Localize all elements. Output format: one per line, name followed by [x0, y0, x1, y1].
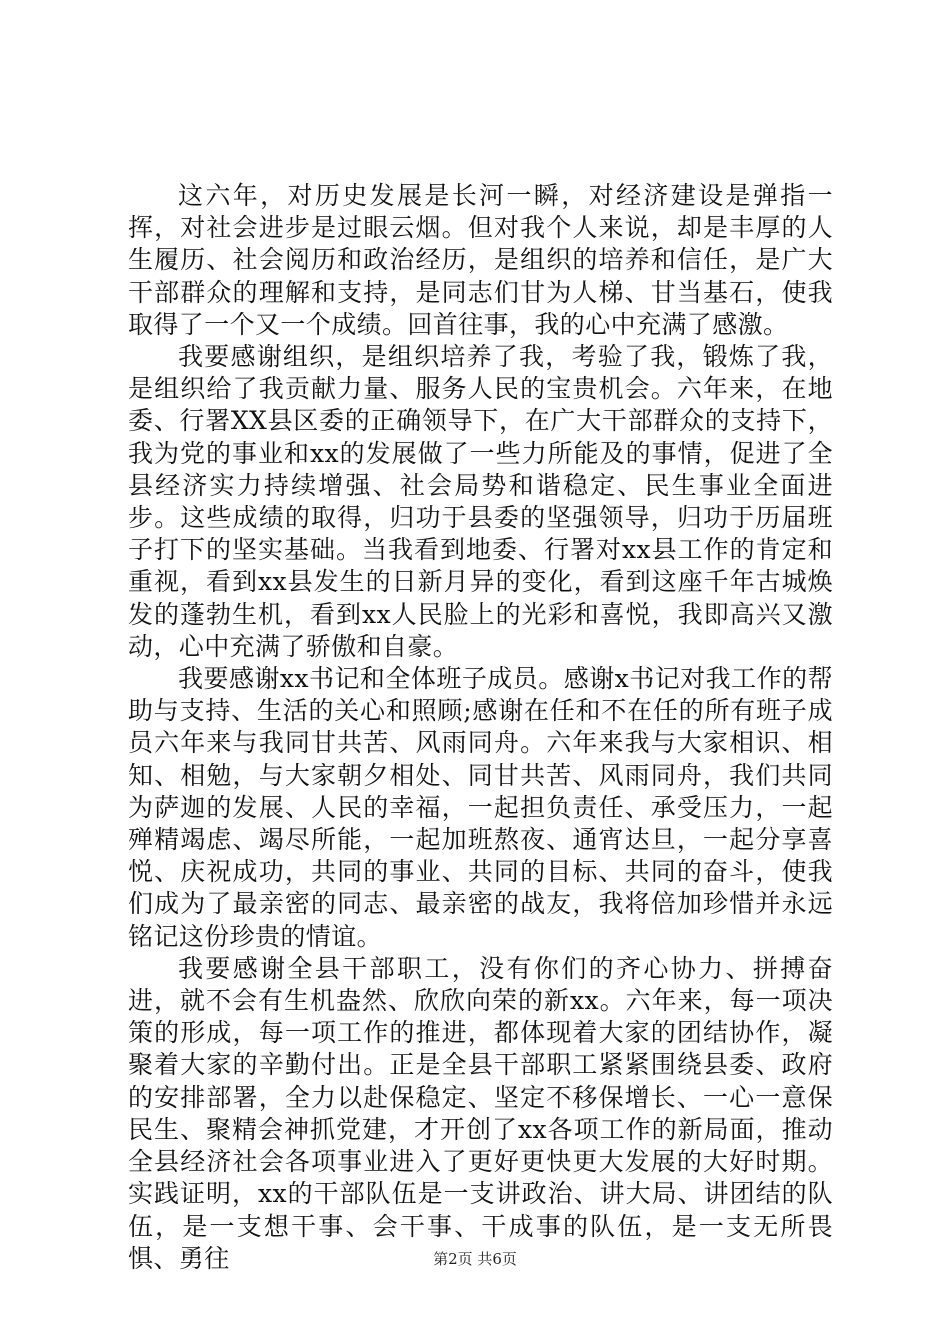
paragraph-4: 我要感谢全县干部职工，没有你们的齐心协力、拼搏奋进，就不会有生机盎然、欣欣向荣的新xx。六年来，每一项决策的形成，每一项工作的推进，都体现着大家的团结协作，凝聚着大家的辛勤付出。正是全县干部职工紧紧围绕县委、政府的安排部署，全力以赴保稳定、坚定不移保增长、一心一意保民生、聚精会神抓党建，才开创了xx各项工作的新局面，推动全县经济社会各项事业进入了更好更快更大发展的大好时期。实践证明，xx的干部队伍是一支讲政治、讲大局、讲团结的队伍，是一支想干事、会干事、干成事的队伍，是一支无所畏惧、勇往: [128, 953, 833, 1273]
paragraph-1: 这六年，对历史发展是长河一瞬，对经济建设是弹指一挥，对社会进步是过眼云烟。但对我个人来说，却是丰厚的人生履历、社会阅历和政治经历，是组织的培养和信任，是广大干部群众的理解和支持，是同志们甘为人梯、甘当基石，使我取得了一个又一个成绩。回首往事，我的心中充满了感激。: [128, 181, 833, 339]
paragraph-2: 我要感谢组织，是组织培养了我，考验了我，锻炼了我，是组织给了我贡献力量、服务人民的宝贵机会。六年来，在地委、行署XX县区委的正确领导下，在广大干部群众的支持下，我为党的事业和xx的发展做了一些力所能及的事情，促进了全县经济实力持续增强、社会局势和谐稳定、民生事业全面进步。这些成绩的取得，归功于县委的坚强领导，归功于历届班子打下的坚实基础。当我看到地委、行署对xx县工作的肯定和重视，看到xx县发生的日新月异的变化，看到这座千年古城焕发的蓬勃生机，看到xx人民脸上的光彩和喜悦，我即高兴又激动，心中充满了骄傲和自豪。: [128, 342, 833, 661]
page-number-footer: 第2页 共6页: [433, 1250, 517, 1268]
document-body: [128, 180, 833, 1275]
paragraph-3: 我要感谢xx书记和全体班子成员。感谢x书记对我工作的帮助与支持、生活的关心和照顾;感谢在任和不在任的所有班子成员六年来与我同甘共苦、风雨同舟。六年来我与大家相识、相知、相勉，与大家朝夕相处、同甘共苦、风雨同舟，我们共同为萨迦的发展、人民的幸福，一起担负责任、承受压力，一起殚精竭虑、竭尽所能，一起加班熬夜、通宵达旦，一起分享喜悦、庆祝成功，共同的事业、共同的目标、共同的奋斗，使我们成为了最亲密的同志、最亲密的战友，我将倍加珍惜并永远铭记这份珍贵的情谊。: [128, 664, 833, 951]
